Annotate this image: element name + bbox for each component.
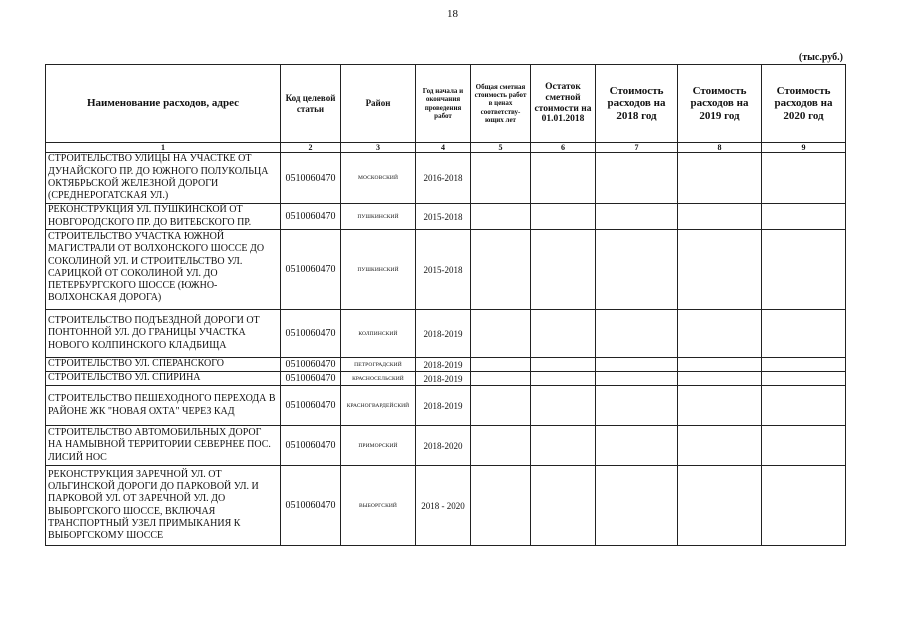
cost-2019-cell (678, 230, 762, 310)
header-cost-2020: Стоимость расходов на 2020 год (762, 65, 846, 143)
cost-2018-cell (596, 153, 678, 204)
expense-name: РЕКОНСТРУКЦИЯ УЛ. ПУШКИНСКОЙ ОТ НОВГОРОДСКОГО ПР. ДО ВИТЕБСКОГО ПР. (46, 204, 281, 230)
cost-2018-cell (596, 310, 678, 358)
cost-2019-cell (678, 358, 762, 372)
table-row (46, 153, 846, 204)
table-row (46, 466, 846, 546)
target-code: 0510060470 (281, 204, 341, 230)
work-years: 2018 - 2020 (416, 466, 471, 546)
total-cost-cell (471, 386, 531, 426)
cost-2020-cell (762, 230, 846, 310)
expense-name: СТРОИТЕЛЬСТВО УЧАСТКА ЮЖНОЙ МАГИСТРАЛИ ОТ ВОЛХОНСКОГО ШОССЕ ДО СОКОЛИНОЙ УЛ. И СТРОИТЕЛЬСТВО УЛ. САРИЦКОЙ ОТ СОКОЛИНОЙ УЛ. ДО ПЕТЕРБУРГСКОГО ШОССЕ (ЮЖНО-ВОЛХОНСКАЯ ДОРОГА) (46, 230, 281, 310)
total-cost-cell (471, 466, 531, 546)
district: ПРИМОРСКИЙ (341, 426, 416, 466)
cost-2018-cell (596, 426, 678, 466)
cost-2018-cell (596, 204, 678, 230)
header-cost-2019: Стоимость расходов на 2019 год (678, 65, 762, 143)
district: КРАСНОСЕЛЬСКИЙ (341, 372, 416, 386)
remaining-cost-cell (531, 466, 596, 546)
target-code: 0510060470 (281, 230, 341, 310)
table-row (46, 310, 846, 358)
expense-name: СТРОИТЕЛЬСТВО УЛИЦЫ НА УЧАСТКЕ ОТ ДУНАЙСКОГО ПР. ДО ЮЖНОГО ПОЛУКОЛЬЦА ОКТЯБРЬСКОЙ ЖЕЛЕЗНОЙ ДОРОГИ (СРЕДНЕРОГАТСКАЯ УЛ.) (46, 153, 281, 204)
header-district: Район (341, 65, 416, 143)
target-code: 0510060470 (281, 426, 341, 466)
cost-2020-cell (762, 358, 846, 372)
work-years: 2015-2018 (416, 204, 471, 230)
column-number: 2 (281, 143, 341, 153)
total-cost-cell (471, 358, 531, 372)
table-row (46, 230, 846, 310)
cost-2020-cell (762, 153, 846, 204)
district: МОСКОВСКИЙ (341, 153, 416, 204)
units-label: (тыс.руб.) (798, 52, 843, 63)
total-cost-cell (471, 310, 531, 358)
district: ПУШКИНСКИЙ (341, 230, 416, 310)
work-years: 2018-2019 (416, 310, 471, 358)
cost-2019-cell (678, 386, 762, 426)
cost-2018-cell (596, 386, 678, 426)
work-years: 2018-2020 (416, 426, 471, 466)
table-row (46, 372, 846, 386)
column-number: 1 (46, 143, 281, 153)
cost-2018-cell (596, 466, 678, 546)
cost-2019-cell (678, 466, 762, 546)
expense-name: СТРОИТЕЛЬСТВО АВТОМОБИЛЬНЫХ ДОРОГ НА НАМЫВНОЙ ТЕРРИТОРИИ СЕВЕРНЕЕ ПОС. ЛИСИЙ НОС (46, 426, 281, 466)
expense-name: СТРОИТЕЛЬСТВО ПОДЪЕЗДНОЙ ДОРОГИ ОТ ПОНТОННОЙ УЛ. ДО ГРАНИЦЫ УЧАСТКА НОВОГО КОЛПИНСКОГО КЛАДБИЩА (46, 310, 281, 358)
column-number: 8 (678, 143, 762, 153)
column-number-row (46, 143, 846, 153)
column-number: 7 (596, 143, 678, 153)
header-cost-2018: Стоимость расходов на 2018 год (596, 65, 678, 143)
remaining-cost-cell (531, 426, 596, 466)
table-row (46, 204, 846, 230)
expense-name: СТРОИТЕЛЬСТВО ПЕШЕХОДНОГО ПЕРЕХОДА В РАЙОНЕ ЖК "НОВАЯ ОХТА" ЧЕРЕЗ КАД (46, 386, 281, 426)
total-cost-cell (471, 204, 531, 230)
column-number: 5 (471, 143, 531, 153)
header-code: Код целевой статьи (281, 65, 341, 143)
cost-2019-cell (678, 153, 762, 204)
cost-2020-cell (762, 372, 846, 386)
total-cost-cell (471, 153, 531, 204)
remaining-cost-cell (531, 230, 596, 310)
remaining-cost-cell (531, 372, 596, 386)
cost-2018-cell (596, 372, 678, 386)
target-code: 0510060470 (281, 466, 341, 546)
district: ПЕТРОГРАДСКИЙ (341, 358, 416, 372)
work-years: 2016-2018 (416, 153, 471, 204)
cost-2019-cell (678, 310, 762, 358)
table-row (46, 426, 846, 466)
total-cost-cell (471, 372, 531, 386)
district: ВЫБОРГСКИЙ (341, 466, 416, 546)
cost-2020-cell (762, 426, 846, 466)
table-row (46, 386, 846, 426)
target-code: 0510060470 (281, 310, 341, 358)
column-number: 3 (341, 143, 416, 153)
page-number: 18 (447, 8, 458, 20)
target-code: 0510060470 (281, 358, 341, 372)
district: ПУШКИНСКИЙ (341, 204, 416, 230)
work-years: 2018-2019 (416, 372, 471, 386)
work-years: 2015-2018 (416, 230, 471, 310)
district: КОЛПИНСКИЙ (341, 310, 416, 358)
header-total-cost: Общая сметная стоимость работ в ценах соответству-ющих лет (471, 65, 531, 143)
total-cost-cell (471, 230, 531, 310)
work-years: 2018-2019 (416, 386, 471, 426)
column-number: 6 (531, 143, 596, 153)
cost-2020-cell (762, 204, 846, 230)
cost-2018-cell (596, 358, 678, 372)
header-row (46, 65, 846, 143)
column-number: 4 (416, 143, 471, 153)
remaining-cost-cell (531, 310, 596, 358)
column-number: 9 (762, 143, 846, 153)
header-remaining-cost: Остаток сметной стоимости на 01.01.2018 (531, 65, 596, 143)
expense-name: РЕКОНСТРУКЦИЯ ЗАРЕЧНОЙ УЛ. ОТ ОЛЬГИНСКОЙ ДОРОГИ ДО ПАРКОВОЙ УЛ. И ПАРКОВОЙ УЛ. ОТ ЗАРЕЧНОЙ УЛ. ДО ВЫБОРГСКОГО ШОССЕ, ВКЛЮЧАЯ ТРАНСПОРТНЫЙ УЗЕЛ ПРИМЫКАНИЯ К ВЫБОРГСКОМУ ШОССЕ (46, 466, 281, 546)
expenses-table (45, 64, 846, 546)
cost-2019-cell (678, 372, 762, 386)
header-years: Год начала и окончания проведения работ (416, 65, 471, 143)
target-code: 0510060470 (281, 386, 341, 426)
remaining-cost-cell (531, 358, 596, 372)
cost-2020-cell (762, 310, 846, 358)
target-code: 0510060470 (281, 153, 341, 204)
work-years: 2018-2019 (416, 358, 471, 372)
cost-2018-cell (596, 230, 678, 310)
expense-name: СТРОИТЕЛЬСТВО УЛ. СПЕРАНСКОГО (46, 358, 281, 372)
cost-2019-cell (678, 204, 762, 230)
remaining-cost-cell (531, 153, 596, 204)
cost-2020-cell (762, 466, 846, 546)
cost-2020-cell (762, 386, 846, 426)
total-cost-cell (471, 426, 531, 466)
remaining-cost-cell (531, 386, 596, 426)
header-name: Наименование расходов, адрес (46, 65, 281, 143)
district: КРАСНОГВАРДЕЙСКИЙ (341, 386, 416, 426)
table-row (46, 358, 846, 372)
expense-name: СТРОИТЕЛЬСТВО УЛ. СПИРИНА (46, 372, 281, 386)
cost-2019-cell (678, 426, 762, 466)
target-code: 0510060470 (281, 372, 341, 386)
remaining-cost-cell (531, 204, 596, 230)
